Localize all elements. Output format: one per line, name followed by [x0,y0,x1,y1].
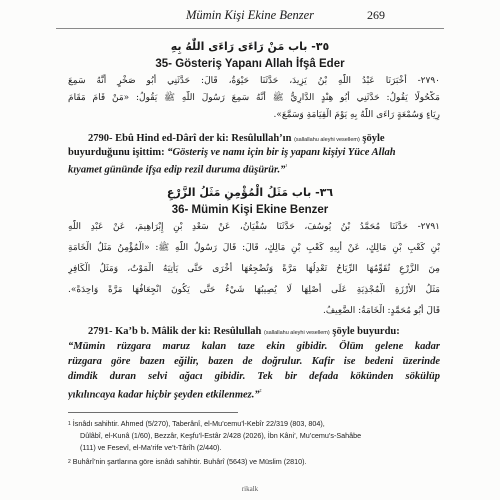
footnote-1-line-2: Dûlâbî, el-Kunâ (1/60), Bezzâr, Keşfu’l-Estâr 2/428 (2026), İbn Kâni’, Mu’cemu’s-Sahâbe [80,431,362,440]
footnote-1-line-1 [68,418,443,430]
footnote-1-line-3: (111) ve Fesevî, el-Ma’rife ve’t-Târîh (2/440). [80,443,222,452]
hadith-2790-lead-end: şöyle [362,133,385,144]
hadith-2791-arabic-line-2: بْنِ كَعْبِ بْنِ مَالِكٍ، عَنْ أَبِيهِ كَعْبِ بْنِ مَالِكٍ، قَالَ: قَالَ رَسُولُ اللّٰهِ ﷺ: «الْمُؤْمِنُ مَثَلُ الْخَامَةِ [68,243,440,253]
hadith-2791-translation-line-4 [68,370,440,384]
footnote-divider [68,412,238,413]
page-number: 269 [367,8,385,22]
running-header-title: Mümin Kişi Ekine Benzer [185,8,315,22]
hadith-2791-arabic-line-5: قَالَ أَبُو مُحَمَّدٍ: الْخَامَةُ: الضَّعِيفُ. [322,306,440,316]
hadith-2790-arabic-line-2: مَكْحُولًا يَقُولُ: حَدَّثَنِي أَبُو هِنْدٍ الدَّارِيُّ ﷺ أَنَّهُ سَمِعَ رَسُولَ اللّٰهِ ﷺ يَقُولُ: «مَنْ قَامَ مَقَامَ [68,93,440,103]
section-36-turkish-title: 36- Mümin Kişi Ekine Benzer [171,204,329,216]
salawat-note: (sallallahu aleyhi vesellem) [264,330,330,336]
footnote-2-line-1 [68,456,443,468]
footnote-ref-1[interactable]: ¹ [285,164,288,170]
hadith-2791-lead-end: şöyle buyurdu: [332,326,400,337]
hadith-2790-translation-line-3 [68,160,440,178]
hadith-2791-quote-line-3: dimdik duran selvi ağacı gibidir. Tek bir defada kökünden sökülüp [68,371,440,382]
section-36-arabic-title: ٣٦- باب مَثَلُ الْمُؤْمِنِ مَثَلُ الزَّرْعِ [166,186,334,199]
hadith-2791-translation-line-3 [68,355,440,369]
hadith-2791-arabic-line-4: مَثَلُ الأَرْزَةِ الْمُجْذِيَةِ عَلَى أَصْلِهَا لَا يُصِيبُهَا شَيْءٌ حَتَّى يَكُونَ انْجِعَافُهَا مَرَّةً وَاحِدَةً». [68,285,440,295]
hadith-2791-lead: 2791- Ka’b b. Mâlik der ki: Resûlullah [88,326,262,337]
footnote-ref-2[interactable]: ² [259,389,262,395]
hadith-2790-heard-text: buyurduğunu işittim: [68,147,165,158]
section-35-arabic-title: ٣٥- باب مَنْ رَاءَى رَاءَى اللّٰهُ بِهِ [170,40,330,53]
footnote-2-text-1: Buhârî’nin şartlarına göre isnâdı sahihtir. Buhârî (5643) ve Müslim (2810). [72,457,307,466]
hadith-2791-quote-line-4: yıkılıncaya kadar hiçbir şeyden etkilenmez.” [68,389,260,401]
hadith-2791-arabic-line-3: مِنَ الزَّرْعِ تُقَوِّمُهَا الرِّيَاحُ تَعْدِلُهَا مَرَّةً وَتُضْجِعُهَا أُخْرَى حَتَّى يَأْتِيَهُ الْمَوْتُ، وَمَثَلُ الْكَافِرِ [68,264,440,274]
page-footer-mark: rikalk [241,485,259,493]
footnote-2-marker: 2 [68,459,71,465]
hadith-2791-arabic-line-1: ٢٧٩١- حَدَّثَنَا مُحَمَّدُ بْنُ يُوسُفَ، حَدَّثَنَا سُفْيَانُ، عَنْ سَعْدِ بْنِ إِبْرَاهِيمَ، عَنْ عَبْدِ اللّٰهِ [68,222,440,232]
hadith-2790-arabic-line-1: ٢٧٩٠- أَخْبَرَنَا عَبْدُ اللّٰهِ بْنُ يَزِيدَ، حَدَّثَنَا حَيْوَةُ، قَالَ: حَدَّثَنِي أَبُو صَخْرٍ أَنَّهُ سَمِعَ [68,76,440,86]
hadith-2790-quote-part-2: kıyamet gününde ifşa edip rezil duruma düşürür.” [68,164,286,176]
hadith-2791-translation-line-2 [68,340,440,354]
hadith-2791-quote-line-1: “Mümin rüzgara maruz kalan taze ekin gibidir. Ölüm gelene kadar [68,341,440,352]
section-35-turkish-title: 35- Gösteriş Yapanı Allah İfşâ Eder [155,58,345,70]
footnote-1-text-1: İsnâdı sahihtir. Ahmed (5/270), Taberânî, el-Mu’cemu’l-Kebîr 22/319 (803, 804), [72,419,325,428]
salawat-note: (sallallahu aleyhi vesellem) [294,137,360,143]
hadith-2791-translation-line-1 [88,325,440,340]
hadith-2790-arabic-line-3: رِيَاءٍ وَسُمْعَةٍ رَاءَى اللّٰهُ بِهِ يَوْمَ الْقِيَامَةِ وَسَمَّعَ». [273,110,440,120]
hadith-2790-translation-line-1 [88,132,440,147]
header-divider [56,28,444,29]
footnote-1-marker: 1 [68,421,71,427]
hadith-2791-translation-line-5 [68,385,440,403]
hadith-2790-translation-line-2 [68,146,440,160]
hadith-2791-quote-line-2: rüzgara göre bazen eğilir, bazen de doğrulur. Kafir ise bedeni üzerinde [68,356,440,367]
hadith-2790-lead: 2790- Ebû Hind ed-Dârî der ki: Resûlullah’ın [88,133,292,144]
hadith-2790-quote-part-1: “Gösteriş ve namı için bir iş yapanı kişiyi Yüce Allah [167,147,396,158]
